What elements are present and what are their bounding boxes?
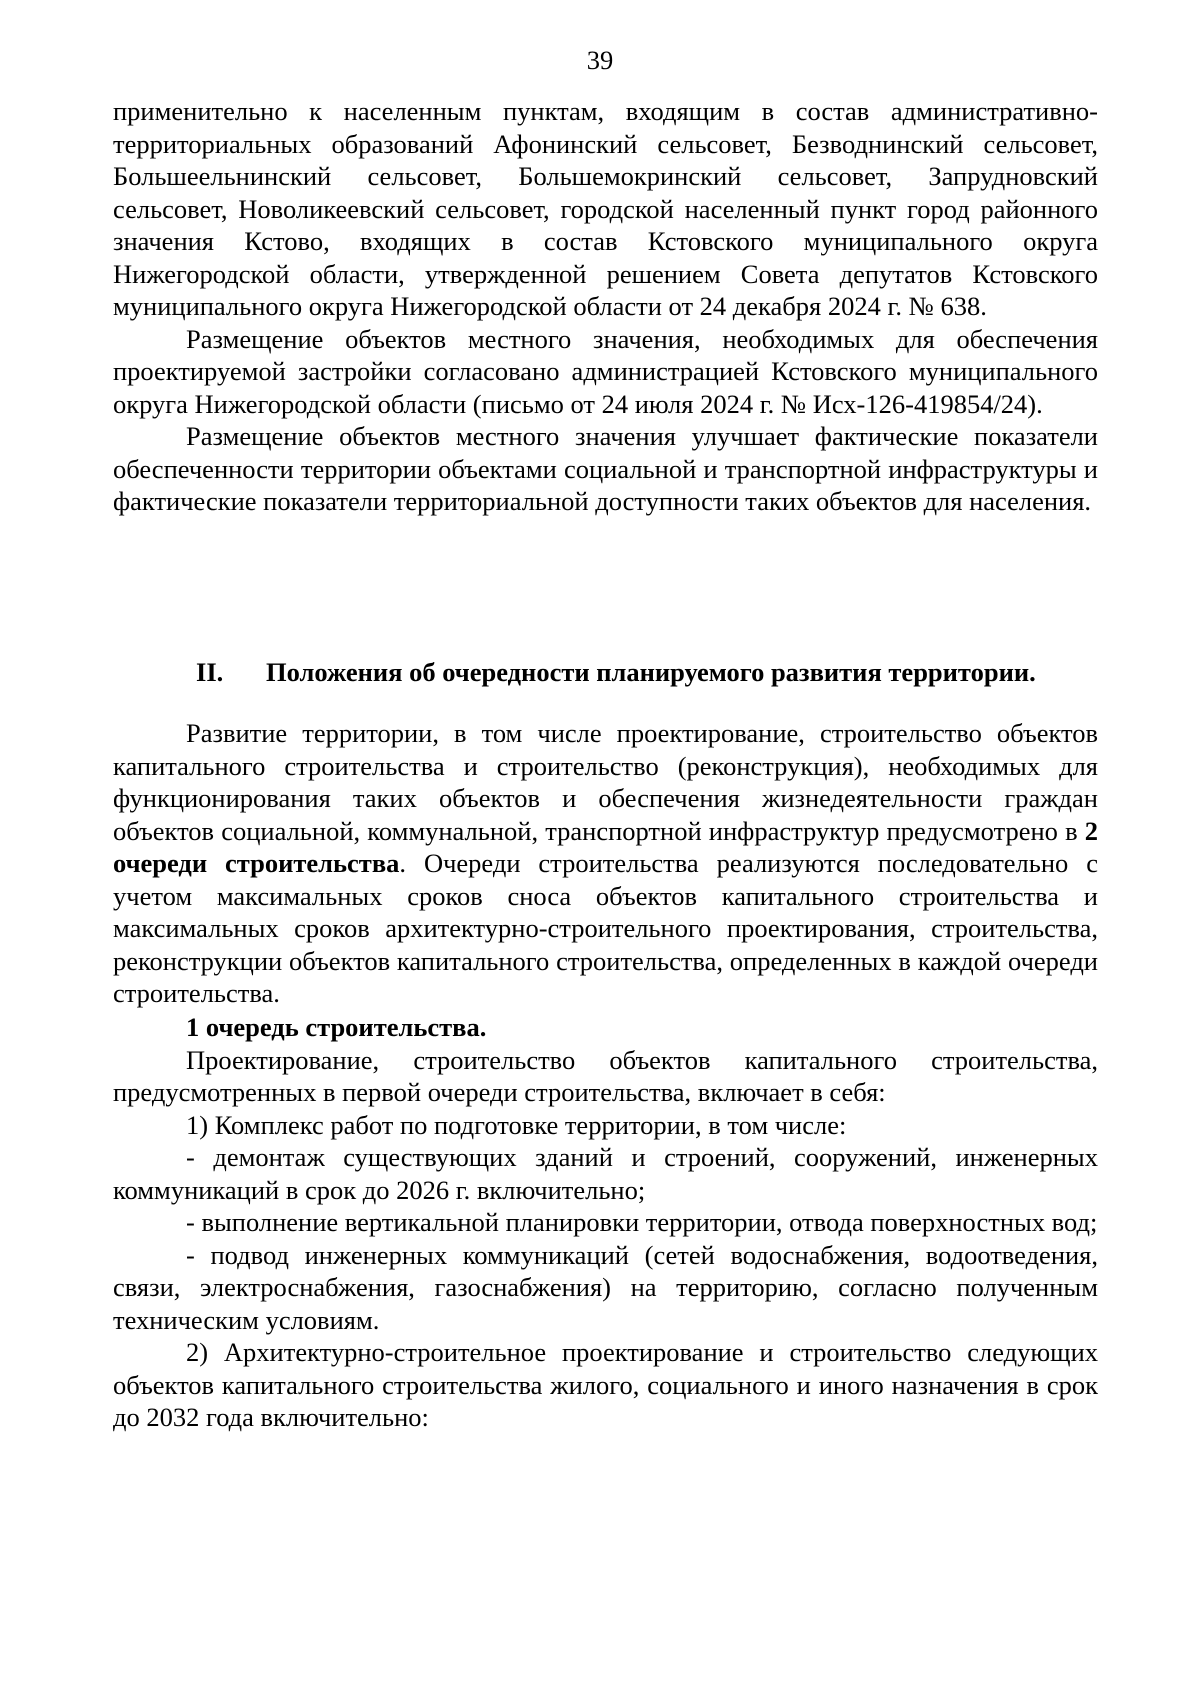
stage1-heading	[113, 1011, 1098, 1044]
text-block-stage1	[113, 1011, 1098, 1434]
paragraph-continuation: применительно к населенным пунктам, входящим в состав административно-территориальных образований Афонинский сельсовет, Безводнинский сельсовет, Большеельнинский сельсовет, Большемокринский сельсовет, Запрудновский сельсовет, Новоликеевский сельсовет, городской населенный пункт город районного значения Кстово, входящих в состав Кстовского муниципального округа Нижегородской области, утвержденной решением Совета депутатов Кстовского муниципального округа Нижегородской области от 24 декабря 2024 г. № 638.	[113, 96, 1098, 321]
dash-item-utilities: - подвод инженерных коммуникаций (сетей водоснабжения, водоотведения, связи, электроснабжения, газоснабжения) на территорию, согласно полученным техническим условиям.	[113, 1239, 1098, 1335]
section-number: II.	[196, 657, 224, 687]
text-block-top	[113, 95, 1098, 518]
text-block-development	[113, 717, 1098, 1010]
list-item-1: 1) Комплекс работ по подготовке территории, в том числе:	[186, 1109, 847, 1140]
paragraph-placement-improvement: Размещение объектов местного значения улучшает фактические показатели обеспеченности территории объектами социальной и транспортной инфраструктуры и фактические показатели территориальной доступности таких объектов для населения.	[113, 421, 1098, 516]
dash-item-grading: - выполнение вертикальной планировки территории, отвода поверхностных вод;	[186, 1207, 1098, 1237]
stage1-heading-text: 1 очередь строительства.	[186, 1012, 487, 1042]
paragraph-development	[113, 717, 1098, 1010]
paragraph-development-text-2: . Очереди строительства реализуются последовательно с учетом максимальных сроков сноса объектов капитального строительства и максимальных сроков архитектурно-строительного проектирования, строительства, реконструкции объектов капитального строительства, определенных в каждой очереди строительства.	[113, 848, 1098, 1008]
list-item-2: 2) Архитектурно-строительное проектирование и строительство следующих объектов капитального строительства жилого, социального и иного назначения в срок до 2032 года включительно:	[113, 1337, 1098, 1432]
section-heading	[196, 656, 1036, 689]
section-title: Положения об очередности планируемого развития территории.	[266, 657, 1036, 687]
paragraph-development-text-1: Развитие территории, в том числе проектирование, строительство объектов капитального строительства и строительство (реконструкция), необходимых для функционирования таких объектов и обеспечения жизнедеятельности граждан объектов социальной, коммунальной, транспортной инфраструктур предусмотрено в	[113, 718, 1098, 846]
paragraph-development-bold: 2 очереди строительства	[113, 815, 1098, 878]
dash-item-demolition: - демонтаж существующих зданий и строений, сооружений, инженерных коммуникаций в срок до 2026 г. включительно;	[113, 1142, 1098, 1205]
page-number: 39	[586, 45, 614, 75]
paragraph-placement-agreement: Размещение объектов местного значения, необходимых для обеспечения проектируемой застройки согласовано администрацией Кстовского муниципального округа Нижегородской области (письмо от 24 июля 2024 г. № Исх-126-419854/24).	[113, 323, 1098, 419]
paragraph-stage1-intro: Проектирование, строительство объектов капитального строительства, предусмотренных в первой очереди строительства, включает в себя:	[113, 1044, 1098, 1107]
